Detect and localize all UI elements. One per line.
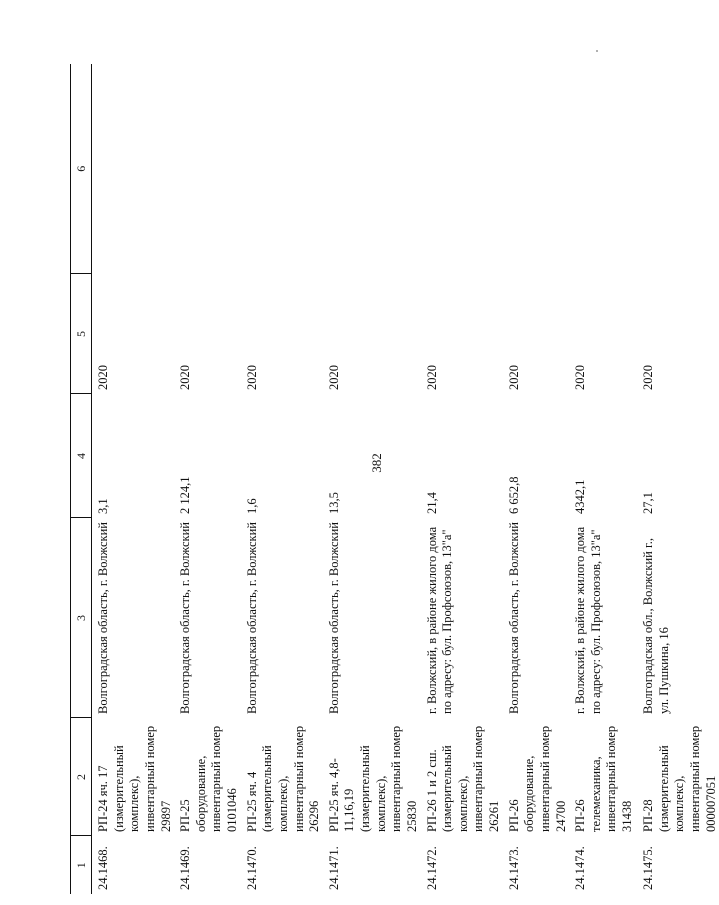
row-number: 24.1472. [424, 846, 439, 890]
object-address: Волгоградская область, г. Волжский [178, 522, 193, 714]
object-year: 2020 [244, 365, 259, 390]
object-name: РП-26 оборудование, инвентарный номер 24700 [506, 725, 568, 832]
object-year: 2020 [326, 365, 341, 390]
column-header: 2 [71, 718, 92, 836]
column-header: 4 [71, 394, 92, 518]
object-area: 27,1 [641, 492, 656, 514]
table-row [503, 64, 570, 894]
object-address: Волгоградская обл., Волжский г., ул. Пушкина, 16 [641, 538, 671, 714]
object-address: Волгоградская область, г. Волжский [326, 522, 341, 714]
table-row [421, 64, 503, 894]
object-note [503, 64, 570, 274]
object-address: Волгоградская область, г. Волжский [96, 522, 110, 714]
page-number: 382 [369, 453, 384, 473]
table-row [569, 64, 637, 894]
object-note [92, 64, 175, 274]
object-area: 1,6 [244, 498, 259, 514]
row-number: 24.1469. [178, 846, 193, 890]
object-year: 2020 [641, 365, 656, 390]
object-area: 6 652,8 [506, 476, 521, 514]
object-area: 21,4 [424, 492, 439, 514]
object-note [241, 64, 323, 274]
table-row [241, 64, 323, 894]
object-note [421, 64, 503, 274]
object-year: 2020 [573, 365, 588, 390]
property-table [70, 64, 719, 894]
column-header: 3 [71, 518, 92, 718]
object-year: 2020 [178, 365, 193, 390]
scan-speck [596, 50, 598, 52]
column-header: 6 [71, 64, 92, 274]
object-address: Волгоградская область, г. Волжский [506, 522, 521, 714]
object-note [174, 64, 241, 274]
object-note [323, 64, 421, 274]
object-year: 2020 [96, 365, 110, 390]
object-name: РП-28 (измерительный комплекс), инвентарный номер 000007051 [641, 725, 718, 832]
row-number: 24.1468. [96, 846, 110, 890]
object-name: РП-24 яч. 17 (измерительный комплекс), инвентарный номер 29897 [96, 725, 173, 832]
table-row [323, 64, 421, 894]
row-number: 24.1475. [641, 846, 656, 890]
object-area: 3,1 [96, 498, 110, 514]
object-address: Волгоградская область, г. Волжский [244, 522, 259, 714]
object-name: РП-25 оборудование, инвентарный номер 0101046 [178, 725, 239, 832]
object-name: РП-26 1 и 2 сш. (измерительный комплекс), инвентарный номер 26261 [424, 725, 501, 832]
rotated-table-container [70, 64, 718, 894]
object-name: РП-26 телемеханика, инвентарный номер 31438 [573, 725, 634, 832]
row-number: 24.1474. [573, 846, 588, 890]
table-row [637, 64, 719, 894]
object-area: 13,5 [326, 492, 341, 514]
table-row [174, 64, 241, 894]
row-number: 24.1473. [506, 846, 521, 890]
object-note [569, 64, 637, 274]
row-number: 24.1470. [244, 846, 259, 890]
table-row [92, 64, 175, 894]
object-name: РП-25 яч. 4 (измерительный комплекс), инвентарный номер 26296 [244, 725, 322, 832]
column-header: 5 [71, 274, 92, 394]
row-number: 24.1471. [326, 846, 341, 890]
object-year: 2020 [424, 365, 439, 390]
object-name: РП-25 яч. 4,8-11,16,19 (измерительный комплекс), инвентарный номер 25830 [326, 725, 419, 832]
object-area: 2 124,1 [178, 476, 193, 514]
column-header: 1 [71, 836, 92, 894]
object-address: г. Волжский, в районе жилого дома по адресу: бул. Профсоюзов, 13"а" [424, 526, 455, 714]
object-year: 2020 [506, 365, 521, 390]
object-area: 4342,1 [573, 479, 588, 514]
header-row [71, 64, 92, 894]
object-note [637, 64, 719, 274]
object-address: г. Волжский, в районе жилого дома по адресу: бул. Профсоюзов, 13"а" [573, 526, 603, 714]
